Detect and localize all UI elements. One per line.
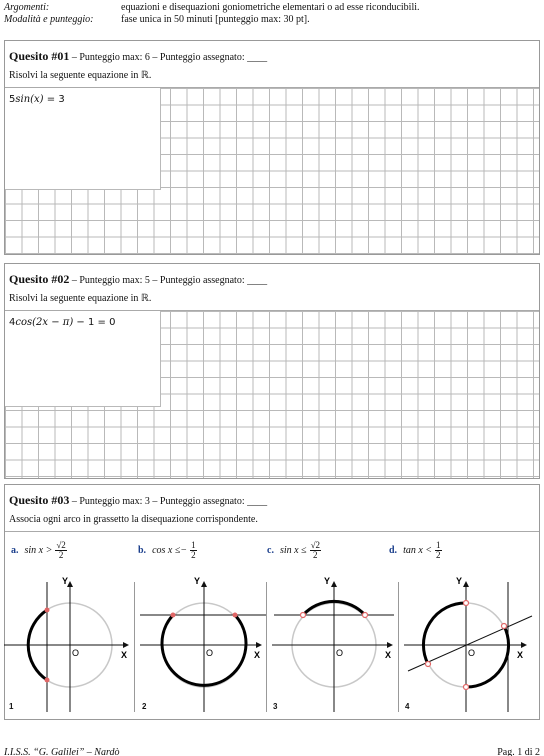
figure-4-number: 4 <box>405 702 410 711</box>
option-a: a. sin x > $\frac{√2}{2}$ <box>11 540 66 560</box>
arc-endpoint <box>464 601 469 606</box>
question-2-instruction: Risolvi la seguente equazione in ℝ. <box>9 293 152 304</box>
footer-page: Pag. 1 di 2 <box>497 747 540 756</box>
option-b: b. cos x ≤− $\frac{1}{2}$ <box>138 540 196 560</box>
y-label: Y <box>194 576 201 586</box>
origin-label: O <box>468 648 476 658</box>
unit-circle-figures <box>4 572 540 718</box>
options-row <box>5 541 539 569</box>
question-3-score: – Punteggio max: 3 – Punteggio assegnato: ____ <box>69 496 268 507</box>
equation-1: 5sin(x) = 3 <box>9 94 65 105</box>
option-c: c. sin x ≤ $\frac{√2}{2}$ <box>267 540 321 560</box>
arc-endpoint <box>502 624 507 629</box>
question-3-instruction: Associa ogni arco in grassetto la disequazione corrispondente. <box>9 514 258 525</box>
question-3-title <box>9 491 267 509</box>
y-label: Y <box>324 576 331 586</box>
question-2-title <box>9 270 267 288</box>
figure-1 <box>4 576 128 712</box>
equation-panel-2 <box>5 311 161 407</box>
arc-endpoint <box>45 678 50 683</box>
arc-endpoint <box>426 662 431 667</box>
footer-school: I.I.S.S. “G. Galilei” – Nardò <box>4 747 120 756</box>
arc-endpoint <box>363 613 368 618</box>
option-d: d. tan x < $\frac{1}{2}$ <box>389 540 441 560</box>
arc-endpoint <box>301 613 306 618</box>
question-1-instruction: Risolvi la seguente equazione in ℝ. <box>9 70 152 81</box>
equation-panel-1 <box>5 88 161 190</box>
arc-endpoint <box>171 613 176 618</box>
question-2-score: – Punteggio max: 5 – Punteggio assegnato: ____ <box>69 275 268 286</box>
header-block <box>4 2 540 26</box>
figure-3 <box>272 576 394 712</box>
modalita-value: fase unica in 50 minuti [punteggio max: 30 pt]. <box>121 14 310 25</box>
x-label: X <box>385 650 392 660</box>
equation-2: 4cos(2x − π) − 1 = 0 <box>9 317 116 328</box>
origin-label: O <box>206 648 214 658</box>
arc-endpoint <box>464 685 469 690</box>
y-label: Y <box>62 576 69 586</box>
arc-endpoint <box>233 613 238 618</box>
modalita-label: Modalità e punteggio: <box>4 14 94 25</box>
figure-2 <box>140 576 266 712</box>
figure-4 <box>404 576 532 712</box>
arc-endpoint <box>45 608 50 613</box>
argomenti-value: equazioni e disequazioni goniometriche elementari o ad esse riconducibili. <box>121 2 420 13</box>
origin-label: O <box>72 648 80 658</box>
x-label: X <box>517 650 524 660</box>
question-2-number: Quesito #02 <box>9 272 70 286</box>
divider <box>5 531 539 532</box>
question-2-box <box>4 263 540 479</box>
question-1-number: Quesito #01 <box>9 49 70 63</box>
argomenti-label: Argomenti: <box>4 2 50 13</box>
figure-2-number: 2 <box>142 702 147 711</box>
x-label: X <box>254 650 261 660</box>
question-3-number: Quesito #03 <box>9 493 70 507</box>
origin-label: O <box>336 648 344 658</box>
question-1-box <box>4 40 540 255</box>
figure-1-number: 1 <box>9 702 14 711</box>
y-label: Y <box>456 576 463 586</box>
question-1-score: – Punteggio max: 6 – Punteggio assegnato: ____ <box>69 52 268 63</box>
question-1-title <box>9 47 267 65</box>
x-label: X <box>121 650 128 660</box>
figure-3-number: 3 <box>273 702 278 711</box>
